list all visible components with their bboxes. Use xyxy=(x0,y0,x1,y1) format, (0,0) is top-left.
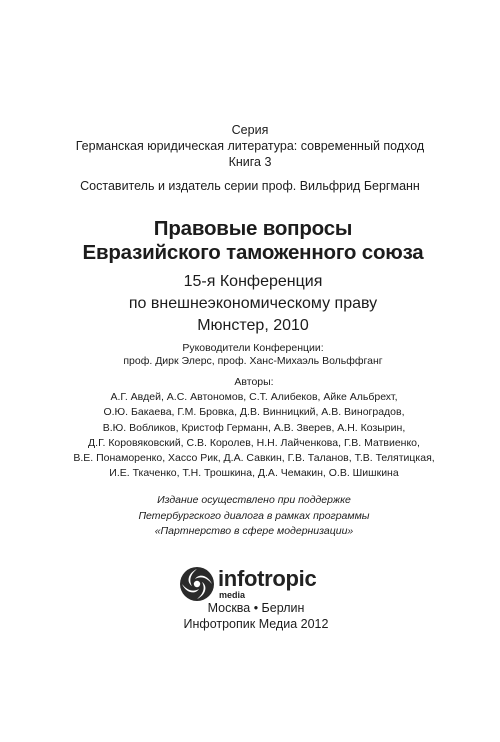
conference-line3: Мюнстер, 2010 xyxy=(197,317,309,334)
support-line1: Издание осуществлено при поддержке xyxy=(157,494,351,506)
leaders-label: Руководители Конференции: xyxy=(182,342,324,354)
logo-subtitle: media xyxy=(219,590,246,600)
authors-line: А.Г. Авдей, А.С. Автономов, С.Т. Алибеков, Айке Альбрехт, xyxy=(110,391,398,404)
publisher-imprint: Инфотропик Медиа 2012 xyxy=(183,617,329,631)
authors-line: И.Е. Ткаченко, Т.Н. Трошкина, Д.А. Чемакин, О.В. Шишкина xyxy=(109,467,399,480)
authors-block xyxy=(8,375,500,481)
authors-line: О.Ю. Бакаева, Г.М. Бровка, Д.В. Винницкий, А.В. Виноградов, xyxy=(103,406,405,419)
conference-line1: 15-я Конференция xyxy=(183,273,323,290)
book-title-line1: Правовые вопросы xyxy=(153,217,353,240)
conference-line2: по внешнеэкономическому праву xyxy=(128,295,378,312)
authors-line: В.Ю. Вобликов, Кристоф Германн, А.В. Зверев, А.Н. Козырин, xyxy=(102,421,406,434)
authors-line: В.Е. Понаморенко, Хассо Рик, Д.А. Савкин, Г.В. Таланов, Т.В. Телятицкая, xyxy=(73,452,435,465)
conference-leaders xyxy=(6,342,500,368)
series-label: Серия xyxy=(231,123,269,137)
logo-wordmark: infotropic xyxy=(218,566,317,591)
leaders-names: проф. Дирк Элерс, проф. Ханс-Михаэль Вольффганг xyxy=(123,355,383,367)
authors-label: Авторы: xyxy=(234,376,274,388)
series-name: Германская юридическая литература: современный подход xyxy=(75,139,425,153)
title-block xyxy=(0,217,500,337)
authors-line: Д.Г. Коровяковский, С.В. Королев, Н.Н. Лайченкова, Г.В. Матвиенко, xyxy=(88,436,420,449)
support-line3: «Партнерство в сфере модернизации» xyxy=(154,525,354,537)
book-title-line2: Евразийского таможенного союза xyxy=(82,241,424,264)
series-info xyxy=(0,122,500,194)
series-book: Книга 3 xyxy=(228,155,272,169)
series-editor: Составитель и издатель серии проф. Вильфрид Бергманн xyxy=(80,179,420,193)
support-note xyxy=(8,493,500,540)
publisher-cities: Москва • Берлин xyxy=(207,601,305,615)
publisher-info xyxy=(12,600,500,632)
swirl-logo-icon xyxy=(179,566,215,602)
support-line2: Петербургского диалога в рамках программы xyxy=(138,509,370,522)
